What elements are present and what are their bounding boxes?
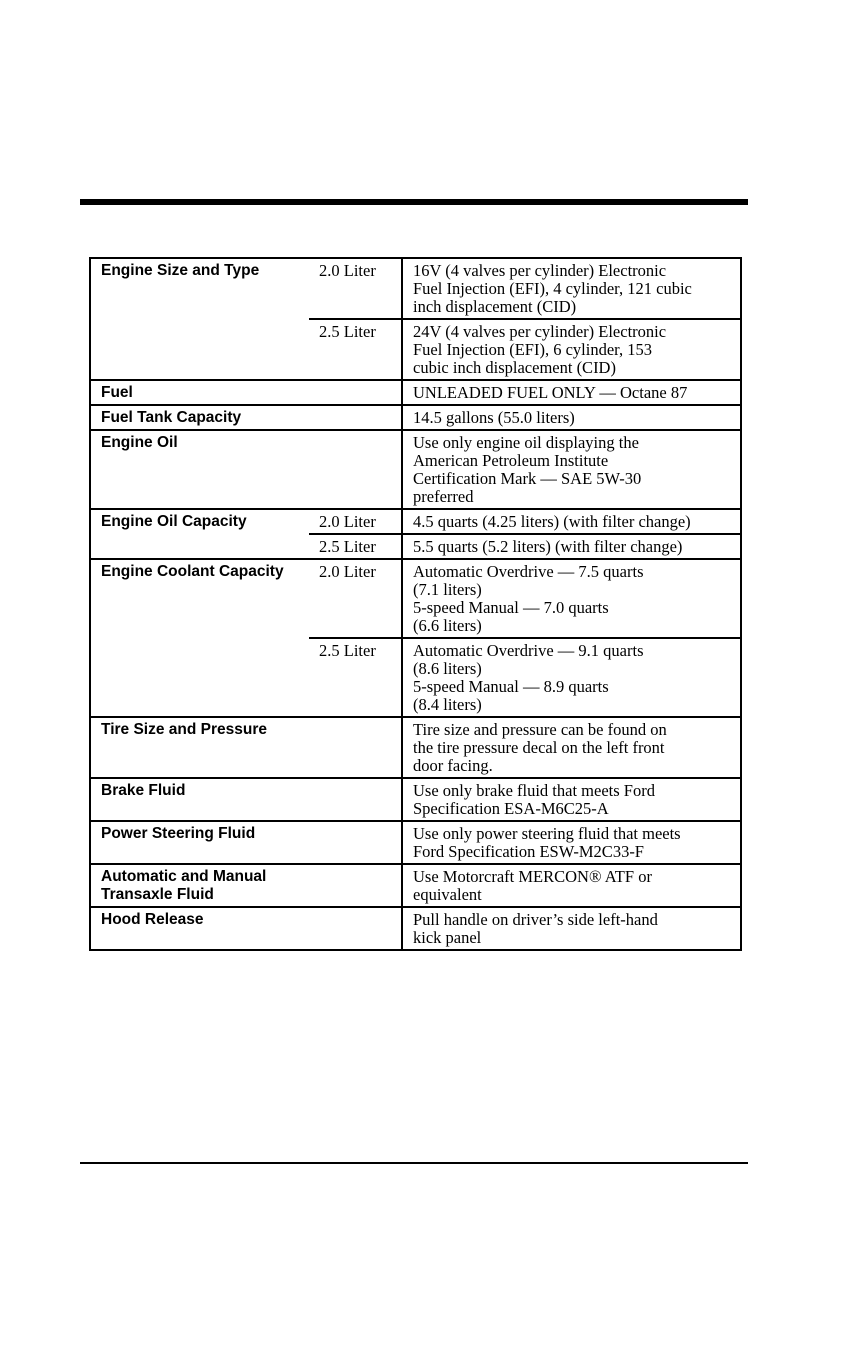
spec-value: Automatic Overdrive — 9.1 quarts (8.6 liters) 5-speed Manual — 8.9 quarts (8.4 liters) xyxy=(402,638,741,717)
specifications-table xyxy=(89,257,742,951)
table-row xyxy=(90,717,741,778)
spec-item: Automatic and Manual Transaxle Fluid xyxy=(90,864,309,907)
spec-item: Engine Size and Type xyxy=(101,262,260,279)
engine-size: 2.0 Liter xyxy=(319,261,376,280)
bottom-rule xyxy=(80,1162,748,1164)
table-row xyxy=(90,559,741,638)
spec-item: Brake Fluid xyxy=(90,778,309,821)
spec-item: Power Steering Fluid xyxy=(90,821,309,864)
engine-size: 2.5 Liter xyxy=(309,638,402,717)
spec-item xyxy=(90,638,309,717)
table-row xyxy=(90,534,741,559)
table-row xyxy=(90,821,741,864)
engine-size xyxy=(309,405,402,430)
spec-item xyxy=(90,319,309,380)
engine-size: 2.5 Liter xyxy=(309,319,402,380)
spec-value: 4.5 quarts (4.25 liters) (with filter change) xyxy=(402,509,741,534)
spec-item: Hood Release xyxy=(90,907,309,950)
spec-item: Engine Coolant Capacity xyxy=(90,559,309,638)
table-row xyxy=(90,258,741,319)
spec-value: Use Motorcraft MERCON® ATF or equivalent xyxy=(402,864,741,907)
table-row xyxy=(90,430,741,509)
top-rule xyxy=(80,199,748,205)
table-row xyxy=(90,509,741,534)
engine-size xyxy=(309,430,402,509)
engine-size xyxy=(309,821,402,864)
spec-value: 16V (4 valves per cylinder) Electronic Fuel Injection (EFI), 4 cylinder, 121 cubic inch displacement (CID) xyxy=(402,258,741,319)
spec-item: Fuel Tank Capacity xyxy=(90,405,309,430)
spec-value: Use only brake fluid that meets Ford Specification ESA-M6C25-A xyxy=(402,778,741,821)
engine-size xyxy=(309,717,402,778)
engine-size xyxy=(309,778,402,821)
spec-item: Tire Size and Pressure xyxy=(90,717,309,778)
spec-value: Use only engine oil displaying the American Petroleum Institute Certification Mark — SAE 5W-30 preferred xyxy=(402,430,741,509)
spec-value: 14.5 gallons (55.0 liters) xyxy=(402,405,741,430)
table-row xyxy=(90,638,741,717)
spec-item: Engine Oil xyxy=(90,430,309,509)
table-row xyxy=(90,864,741,907)
spec-value: Automatic Overdrive — 7.5 quarts (7.1 liters) 5-speed Manual — 7.0 quarts (6.6 liters) xyxy=(402,559,741,638)
table-row xyxy=(90,907,741,950)
engine-size: 2.5 Liter xyxy=(309,534,402,559)
table-row xyxy=(90,319,741,380)
spec-value: Tire size and pressure can be found on the tire pressure decal on the left front door facing. xyxy=(402,717,741,778)
spec-value: 24V (4 valves per cylinder) Electronic Fuel Injection (EFI), 6 cylinder, 153 cubic inch displacement (CID) xyxy=(402,319,741,380)
engine-size: 2.0 Liter xyxy=(309,559,402,638)
table-row xyxy=(90,380,741,405)
spec-item: Engine Oil Capacity xyxy=(90,509,309,534)
engine-size: 2.0 Liter xyxy=(309,509,402,534)
engine-size xyxy=(309,864,402,907)
engine-size xyxy=(309,380,402,405)
spec-value: UNLEADED FUEL ONLY — Octane 87 xyxy=(402,380,741,405)
spec-item xyxy=(90,534,309,559)
spec-value: Pull handle on driver’s side left-hand kick panel xyxy=(402,907,741,950)
table-row xyxy=(90,778,741,821)
spec-item: Fuel xyxy=(90,380,309,405)
spec-value: Use only power steering fluid that meets Ford Specification ESW-M2C33-F xyxy=(402,821,741,864)
table-row xyxy=(90,405,741,430)
engine-size xyxy=(309,907,402,950)
spec-value: 5.5 quarts (5.2 liters) (with filter change) xyxy=(402,534,741,559)
